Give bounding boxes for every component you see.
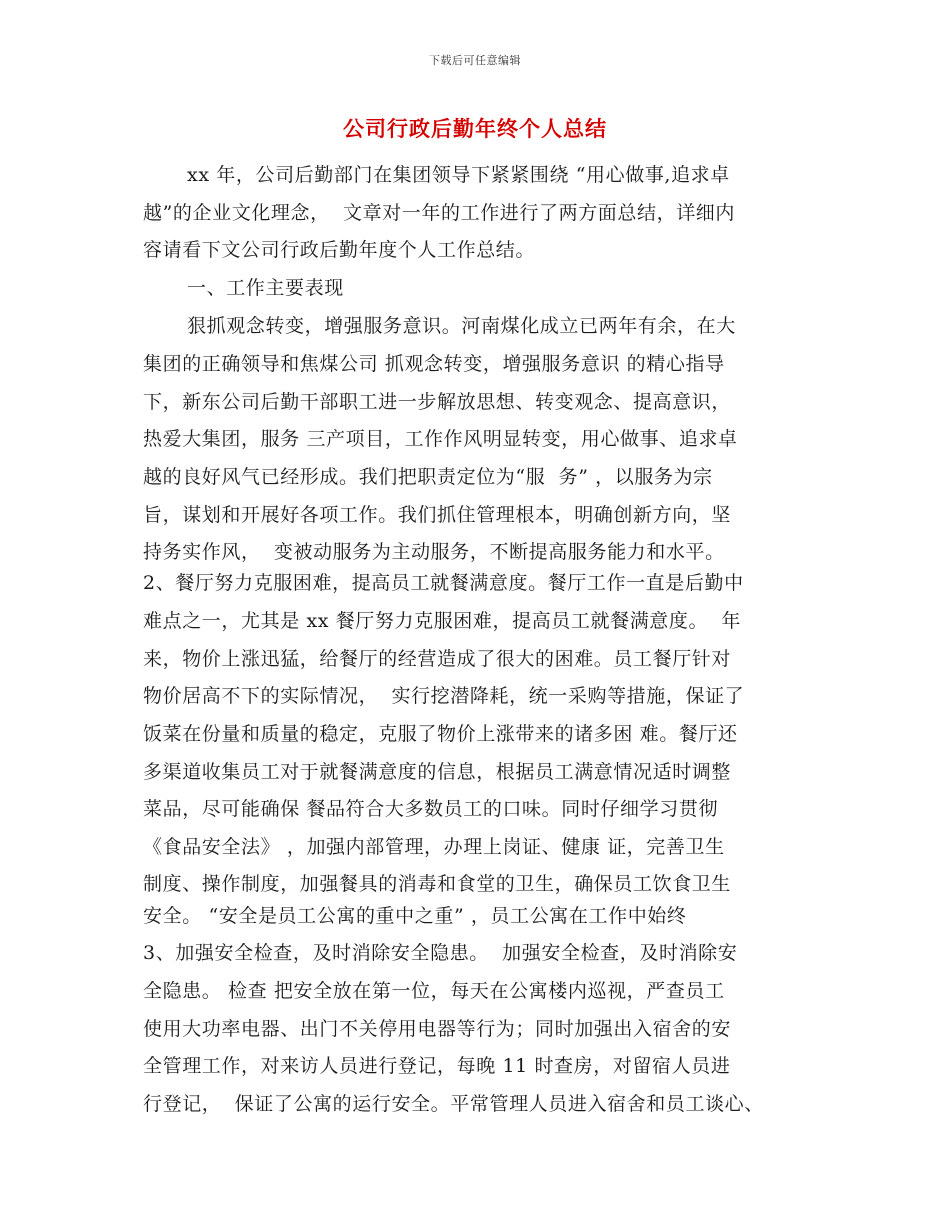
document-title: 公司行政后勤年终个人总结 [343, 116, 607, 141]
body-line: 容请看下文公司行政后勤年度个人工作总结。 [143, 239, 536, 261]
body-line: 狠抓观念转变，增强服务意识。河南煤化成立已两年有余，在大 [187, 315, 736, 337]
body-line: 越的良好风气已经形成。我们把职责定位为“服 务” ，以服务为宗 [143, 466, 713, 488]
section-heading: 一、工作主要表现 [187, 277, 344, 299]
page-header-note: 下载后可任意编辑 [429, 54, 521, 67]
body-line: 物价居高不下的实际情况， 实行挖潜降耗，统一采购等措施，保证了 [143, 685, 745, 707]
body-line: 全隐患。 检查 把安全放在第一位，每天在公寓楼内巡视，严查员工 [143, 980, 725, 1002]
body-line: 旨，谋划和开展好各项工作。我们抓住管理根本，明确创新方向，坚 [143, 504, 732, 526]
body-line: 越”的企业文化理念， 文章对一年的工作进行了两方面总结，详细内 [143, 202, 735, 224]
body-line: 持务实作风， 变被动服务为主动服务，不断提高服务能力和水平。 [143, 541, 725, 563]
body-line: 使用大功率电器、出门不关停用电器等行为；同时加强出入宿舍的安 [143, 1018, 732, 1040]
body-line: 热爱大集团，服务 三产项目，工作作风明显转变，用心做事、追求卓 [143, 428, 738, 450]
body-line: 饭菜在份量和质量的稳定，克服了物价上涨带来的诸多困 难。餐厅还 [143, 723, 738, 745]
body-line: 行登记， 保证了公寓的运行安全。平常管理人员进入宿舍和员工谈心、 [143, 1093, 764, 1115]
body-line: 来，物价上涨迅猛，给餐厅的经营造成了很大的困难。员工餐厅针对 [143, 648, 732, 670]
body-line: 制度、操作制度，加强餐具的消毒和食堂的卫生，确保员工饮食卫生 [143, 873, 732, 895]
body-line: 安全。 “安全是员工公寓的重中之重” ，员工公寓在工作中始终 [143, 905, 687, 927]
body-line: 菜品，尽可能确保 餐品符合大多数员工的口味。同时仔细学习贯彻 [143, 798, 719, 820]
section-heading: 3、加强安全检查，及时消除安全隐患。 加强安全检查，及时消除安 [143, 942, 738, 964]
body-line: 难点之一，尤其是 xx 餐厅努力克服困难，提高员工就餐满意度。 年 [143, 610, 741, 632]
body-line: xx 年，公司后勤部门在集团领导下紧紧围绕 “用心做事,追求卓 [187, 164, 730, 186]
body-line: 集团的正确领导和焦煤公司 抓观念转变，增强服务意识 的精心指导 [143, 353, 725, 375]
body-line: 多渠道收集员工对于就餐满意度的信息，根据员工满意情况适时调整 [143, 761, 732, 783]
body-line: 下，新东公司后勤干部职工进一步解放思想、转变观念、提高意识， [143, 391, 732, 413]
section-heading: 2、餐厅努力克服困难，提高员工就餐满意度。餐厅工作一直是后勤中 [143, 572, 744, 594]
body-line: 全管理工作，对来访人员进行登记，每晚 11 时查房，对留宿人员进 [143, 1055, 731, 1077]
body-line: 《食品安全法》 ，加强内部管理，办理上岗证、健康 证，完善卫生 [143, 836, 725, 858]
